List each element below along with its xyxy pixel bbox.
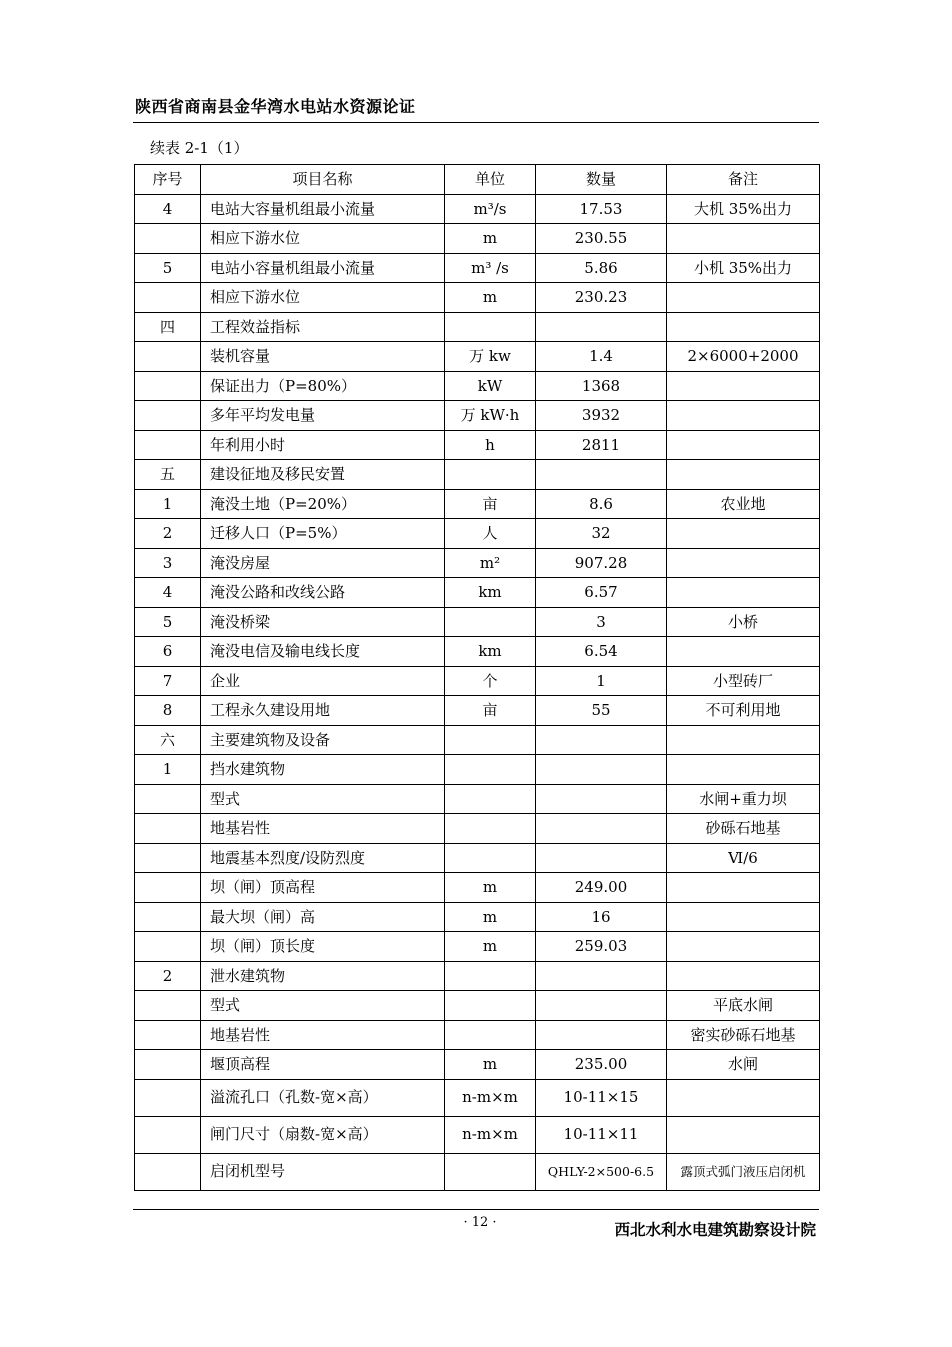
quantity-cell xyxy=(536,843,667,873)
note-cell xyxy=(667,312,820,342)
table-row xyxy=(135,578,820,608)
note-cell: 2×6000+2000 xyxy=(667,342,820,372)
note-cell xyxy=(667,725,820,755)
unit-cell: m xyxy=(445,283,536,313)
item-name-cell: 闸门尺寸（扇数-宽×高） xyxy=(201,1116,445,1153)
row-number-cell xyxy=(135,902,201,932)
table-row xyxy=(135,902,820,932)
row-number-cell xyxy=(135,1079,201,1116)
unit-cell xyxy=(445,784,536,814)
row-number-cell: 8 xyxy=(135,696,201,726)
note-cell: 小型砖厂 xyxy=(667,666,820,696)
row-number-cell xyxy=(135,873,201,903)
table-row xyxy=(135,1116,820,1153)
unit-cell: 亩 xyxy=(445,696,536,726)
unit-cell xyxy=(445,755,536,785)
quantity-cell: 55 xyxy=(536,696,667,726)
quantity-cell: 249.00 xyxy=(536,873,667,903)
note-cell xyxy=(667,460,820,490)
table-row xyxy=(135,548,820,578)
item-name-cell: 淹没土地（P=20%） xyxy=(201,489,445,519)
item-name-cell: 电站大容量机组最小流量 xyxy=(201,194,445,224)
note-cell: 砂砾石地基 xyxy=(667,814,820,844)
table-row xyxy=(135,1079,820,1116)
column-header-no: 序号 xyxy=(135,165,201,195)
row-number-cell xyxy=(135,814,201,844)
note-cell xyxy=(667,902,820,932)
row-number-cell xyxy=(135,932,201,962)
item-name-cell: 主要建筑物及设备 xyxy=(201,725,445,755)
project-data-table xyxy=(134,164,820,1191)
table-row xyxy=(135,755,820,785)
unit-cell xyxy=(445,814,536,844)
unit-cell: m xyxy=(445,932,536,962)
column-header-unit: 单位 xyxy=(445,165,536,195)
row-number-cell xyxy=(135,784,201,814)
item-name-cell: 启闭机型号 xyxy=(201,1153,445,1190)
unit-cell xyxy=(445,725,536,755)
unit-cell: 万 kW·h xyxy=(445,401,536,431)
quantity-cell: 16 xyxy=(536,902,667,932)
row-number-cell: 5 xyxy=(135,253,201,283)
item-name-cell: 坝（闸）顶长度 xyxy=(201,932,445,962)
row-number-cell: 四 xyxy=(135,312,201,342)
page-number: · 12 · xyxy=(463,1215,497,1230)
note-cell: Ⅵ/6 xyxy=(667,843,820,873)
quantity-cell: 8.6 xyxy=(536,489,667,519)
note-cell xyxy=(667,224,820,254)
quantity-cell xyxy=(536,1020,667,1050)
item-name-cell: 挡水建筑物 xyxy=(201,755,445,785)
quantity-cell xyxy=(536,991,667,1021)
footer-organization: 西北水利水电建筑勘察设计院 xyxy=(614,1221,816,1239)
quantity-cell xyxy=(536,755,667,785)
note-cell: 平底水闸 xyxy=(667,991,820,1021)
table-row xyxy=(135,607,820,637)
unit-cell xyxy=(445,961,536,991)
item-name-cell: 淹没桥梁 xyxy=(201,607,445,637)
item-name-cell: 相应下游水位 xyxy=(201,224,445,254)
table-row xyxy=(135,873,820,903)
quantity-cell: 230.55 xyxy=(536,224,667,254)
quantity-cell xyxy=(536,460,667,490)
quantity-cell: 2811 xyxy=(536,430,667,460)
table-row xyxy=(135,932,820,962)
quantity-cell: 3 xyxy=(536,607,667,637)
table-header-row xyxy=(135,165,820,195)
header-divider xyxy=(133,122,819,123)
row-number-cell: 3 xyxy=(135,548,201,578)
quantity-cell: 6.57 xyxy=(536,578,667,608)
note-cell xyxy=(667,283,820,313)
row-number-cell: 6 xyxy=(135,637,201,667)
note-cell xyxy=(667,371,820,401)
document-header: 陕西省商南县金华湾水电站水资源论证 xyxy=(135,97,416,116)
unit-cell xyxy=(445,991,536,1021)
item-name-cell: 年利用小时 xyxy=(201,430,445,460)
item-name-cell: 电站小容量机组最小流量 xyxy=(201,253,445,283)
quantity-cell: 1.4 xyxy=(536,342,667,372)
item-name-cell: 迁移人口（P=5%） xyxy=(201,519,445,549)
unit-cell: m xyxy=(445,224,536,254)
item-name-cell: 企业 xyxy=(201,666,445,696)
unit-cell: km xyxy=(445,578,536,608)
table-row xyxy=(135,460,820,490)
table-row xyxy=(135,401,820,431)
row-number-cell xyxy=(135,991,201,1021)
quantity-cell: 907.28 xyxy=(536,548,667,578)
quantity-cell xyxy=(536,725,667,755)
table-row xyxy=(135,253,820,283)
row-number-cell xyxy=(135,342,201,372)
quantity-cell: 3932 xyxy=(536,401,667,431)
table-body xyxy=(135,194,820,1190)
table-row xyxy=(135,725,820,755)
note-cell xyxy=(667,932,820,962)
note-cell xyxy=(667,430,820,460)
item-name-cell: 装机容量 xyxy=(201,342,445,372)
unit-cell: kW xyxy=(445,371,536,401)
table-row xyxy=(135,1153,820,1190)
quantity-cell: 1368 xyxy=(536,371,667,401)
row-number-cell xyxy=(135,430,201,460)
item-name-cell: 地基岩性 xyxy=(201,814,445,844)
unit-cell xyxy=(445,460,536,490)
unit-cell: 亩 xyxy=(445,489,536,519)
row-number-cell: 4 xyxy=(135,194,201,224)
note-cell: 小桥 xyxy=(667,607,820,637)
quantity-cell: 5.86 xyxy=(536,253,667,283)
table-row xyxy=(135,991,820,1021)
note-cell xyxy=(667,1116,820,1153)
unit-cell: n-m×m xyxy=(445,1079,536,1116)
unit-cell xyxy=(445,607,536,637)
quantity-cell xyxy=(536,814,667,844)
note-cell xyxy=(667,401,820,431)
note-cell xyxy=(667,548,820,578)
note-cell: 大机 35%出力 xyxy=(667,194,820,224)
unit-cell: 万 kw xyxy=(445,342,536,372)
item-name-cell: 最大坝（闸）高 xyxy=(201,902,445,932)
item-name-cell: 多年平均发电量 xyxy=(201,401,445,431)
quantity-cell: 6.54 xyxy=(536,637,667,667)
unit-cell xyxy=(445,1153,536,1190)
unit-cell: 个 xyxy=(445,666,536,696)
item-name-cell: 坝（闸）顶高程 xyxy=(201,873,445,903)
item-name-cell: 堰顶高程 xyxy=(201,1050,445,1080)
quantity-cell xyxy=(536,961,667,991)
column-header-name: 项目名称 xyxy=(201,165,445,195)
note-cell: 露顶式弧门液压启闭机 xyxy=(667,1153,820,1190)
note-cell: 密实砂砾石地基 xyxy=(667,1020,820,1050)
unit-cell: m² xyxy=(445,548,536,578)
quantity-cell: 10-11×15 xyxy=(536,1079,667,1116)
item-name-cell: 地震基本烈度/设防烈度 xyxy=(201,843,445,873)
table-caption: 续表 2-1（1） xyxy=(150,139,249,157)
quantity-cell: 10-11×11 xyxy=(536,1116,667,1153)
note-cell: 农业地 xyxy=(667,489,820,519)
quantity-cell: 17.53 xyxy=(536,194,667,224)
unit-cell: m xyxy=(445,902,536,932)
unit-cell xyxy=(445,312,536,342)
row-number-cell xyxy=(135,1050,201,1080)
table-row xyxy=(135,283,820,313)
item-name-cell: 淹没电信及输电线长度 xyxy=(201,637,445,667)
row-number-cell xyxy=(135,1020,201,1050)
column-header-note: 备注 xyxy=(667,165,820,195)
unit-cell: m xyxy=(445,873,536,903)
note-cell: 水闸 xyxy=(667,1050,820,1080)
unit-cell xyxy=(445,843,536,873)
item-name-cell: 泄水建筑物 xyxy=(201,961,445,991)
table-row xyxy=(135,371,820,401)
item-name-cell: 淹没房屋 xyxy=(201,548,445,578)
table-row xyxy=(135,814,820,844)
item-name-cell: 溢流孔口（孔数-宽×高） xyxy=(201,1079,445,1116)
quantity-cell: 230.23 xyxy=(536,283,667,313)
item-name-cell: 工程永久建设用地 xyxy=(201,696,445,726)
table-row xyxy=(135,961,820,991)
note-cell xyxy=(667,755,820,785)
unit-cell: m³ /s xyxy=(445,253,536,283)
note-cell xyxy=(667,519,820,549)
table-row xyxy=(135,430,820,460)
row-number-cell xyxy=(135,401,201,431)
quantity-cell xyxy=(536,784,667,814)
item-name-cell: 保证出力（P=80%） xyxy=(201,371,445,401)
row-number-cell xyxy=(135,1116,201,1153)
note-cell xyxy=(667,578,820,608)
row-number-cell: 2 xyxy=(135,519,201,549)
quantity-cell: QHLY-2×500-6.5 xyxy=(536,1153,667,1190)
unit-cell: m xyxy=(445,1050,536,1080)
row-number-cell xyxy=(135,1153,201,1190)
note-cell xyxy=(667,961,820,991)
row-number-cell: 5 xyxy=(135,607,201,637)
note-cell: 小机 35%出力 xyxy=(667,253,820,283)
table-row xyxy=(135,637,820,667)
row-number-cell: 1 xyxy=(135,489,201,519)
item-name-cell: 型式 xyxy=(201,784,445,814)
table-row xyxy=(135,666,820,696)
quantity-cell: 32 xyxy=(536,519,667,549)
table-row xyxy=(135,519,820,549)
row-number-cell: 4 xyxy=(135,578,201,608)
item-name-cell: 相应下游水位 xyxy=(201,283,445,313)
note-cell xyxy=(667,637,820,667)
item-name-cell: 工程效益指标 xyxy=(201,312,445,342)
table-row xyxy=(135,1020,820,1050)
item-name-cell: 型式 xyxy=(201,991,445,1021)
item-name-cell: 建设征地及移民安置 xyxy=(201,460,445,490)
row-number-cell: 六 xyxy=(135,725,201,755)
quantity-cell: 259.03 xyxy=(536,932,667,962)
footer-divider xyxy=(133,1209,819,1210)
note-cell xyxy=(667,873,820,903)
quantity-cell: 235.00 xyxy=(536,1050,667,1080)
unit-cell: h xyxy=(445,430,536,460)
row-number-cell: 2 xyxy=(135,961,201,991)
table-row xyxy=(135,696,820,726)
table-row xyxy=(135,489,820,519)
note-cell: 不可利用地 xyxy=(667,696,820,726)
table-row xyxy=(135,194,820,224)
row-number-cell: 7 xyxy=(135,666,201,696)
table-row xyxy=(135,312,820,342)
quantity-cell xyxy=(536,312,667,342)
table-row xyxy=(135,224,820,254)
item-name-cell: 淹没公路和改线公路 xyxy=(201,578,445,608)
table-row xyxy=(135,843,820,873)
column-header-quantity: 数量 xyxy=(536,165,667,195)
unit-cell xyxy=(445,1020,536,1050)
row-number-cell: 五 xyxy=(135,460,201,490)
row-number-cell xyxy=(135,371,201,401)
note-cell: 水闸+重力坝 xyxy=(667,784,820,814)
row-number-cell: 1 xyxy=(135,755,201,785)
unit-cell: n-m×m xyxy=(445,1116,536,1153)
unit-cell: m³/s xyxy=(445,194,536,224)
row-number-cell xyxy=(135,843,201,873)
row-number-cell xyxy=(135,224,201,254)
row-number-cell xyxy=(135,283,201,313)
item-name-cell: 地基岩性 xyxy=(201,1020,445,1050)
unit-cell: km xyxy=(445,637,536,667)
table-row xyxy=(135,784,820,814)
quantity-cell: 1 xyxy=(536,666,667,696)
table-row xyxy=(135,342,820,372)
unit-cell: 人 xyxy=(445,519,536,549)
table-row xyxy=(135,1050,820,1080)
note-cell xyxy=(667,1079,820,1116)
